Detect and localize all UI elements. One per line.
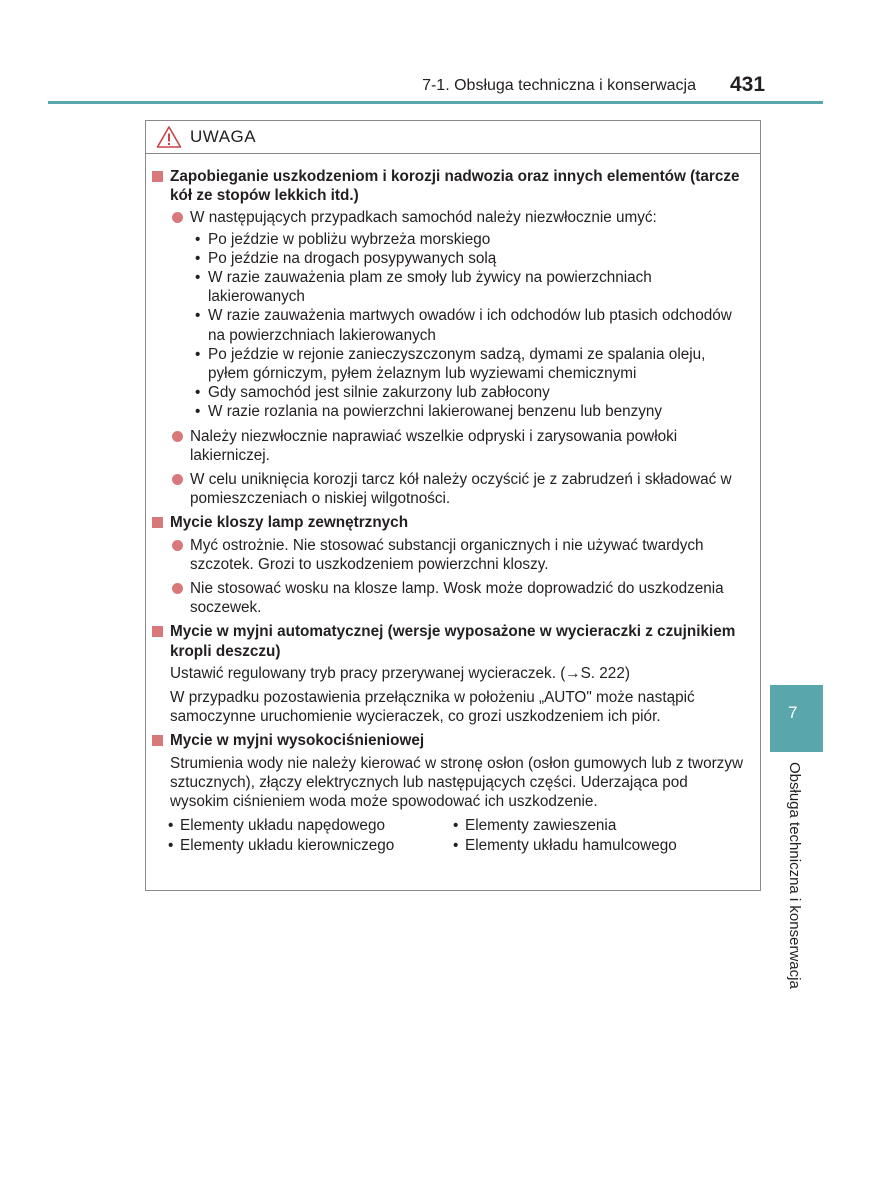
circle-marker-icon <box>172 431 183 442</box>
point-text: Należy niezwłocznie naprawiać wszelkie odpryski i zarysowania powłoki lakierniczej. <box>190 427 678 464</box>
section-heading <box>152 167 750 205</box>
circle-marker-icon <box>172 212 183 223</box>
list-column <box>451 816 736 854</box>
point-text: W następujących przypadkach samochód należy niezwłocznie umyć: <box>190 209 657 227</box>
bullet-item <box>152 402 750 421</box>
section-heading-text: Mycie kloszy lamp zewnętrznych <box>170 514 409 532</box>
circle-marker-icon <box>172 474 183 485</box>
bullet-text: Po jeździe na drogach posypywanych solą <box>208 249 497 267</box>
bullet-text: Elementy zawieszenia <box>465 817 617 835</box>
bullet-icon: • <box>195 307 201 325</box>
header-title: 7-1. Obsługa techniczna i konserwacja <box>422 77 696 94</box>
square-marker-icon <box>152 626 163 637</box>
bullet-icon: • <box>453 836 459 854</box>
bullet-text: Elementy układu hamulcowego <box>465 836 677 854</box>
bullet-text: W razie zauważenia plam ze smoły lub żywicy na powierzchniach lakierowanych <box>208 269 652 306</box>
bullet-icon: • <box>195 249 201 267</box>
bullet-icon: • <box>195 230 201 248</box>
section-heading-text: Mycie w myjni wysokociśnieniowej <box>170 732 425 750</box>
circle-point <box>152 427 750 465</box>
bullet-icon: • <box>168 836 174 854</box>
bullet-item <box>451 836 736 855</box>
square-marker-icon <box>152 735 163 746</box>
point-text: Myć ostrożnie. Nie stosować substancji organicznych i nie używać twardych szczotek. Grozi to uszkodzeniem powierzchni kloszy. <box>190 536 704 573</box>
chapter-tab[interactable] <box>770 685 823 752</box>
section-heading-text: Mycie w myjni automatycznej (wersje wyposażone w wycieraczki z czujnikiem kropli deszczu) <box>170 623 736 660</box>
page-number: 431 <box>730 73 766 96</box>
bullet-item <box>166 816 451 835</box>
circle-point <box>152 208 750 227</box>
bullet-list <box>152 230 750 422</box>
circle-marker-icon <box>172 540 183 551</box>
bullet-icon: • <box>195 384 201 402</box>
bullet-item <box>152 306 750 344</box>
paragraph: Strumienia wody nie należy kierować w stronę osłon (osłon gumowych lub z tworzyw sztucznych), złączy elektrycznych lub następujących części. Uderzająca pod wysokim ciśnieniem woda może spowodować ich uszkodzenie. <box>170 754 744 811</box>
bullet-icon: • <box>195 345 201 363</box>
section-heading <box>152 513 750 532</box>
bullet-icon: • <box>195 269 201 287</box>
circle-point <box>152 579 750 617</box>
bullet-text: W razie zauważenia martwych owadów i ich odchodów lub ptasich odchodów na powierzchniach lakierowanych <box>208 307 732 344</box>
bullet-icon: • <box>453 817 459 835</box>
bullet-icon: • <box>195 403 201 421</box>
bullet-text: Po jeździe w rejonie zanieczyszczonym sadzą, dymami ze spalania oleju, pyłem górniczym, pyłem żelaznym lub wyziewami chemicznymi <box>208 345 706 383</box>
bullet-text: Elementy układu napędowego <box>180 817 385 835</box>
warning-content <box>152 167 750 855</box>
bullet-item <box>152 345 750 383</box>
point-text: Nie stosować wosku na klosze lamp. Wosk może doprowadzić do uszkodzenia soczewek. <box>190 580 724 617</box>
list-column <box>166 816 451 854</box>
warning-box <box>145 120 761 891</box>
section-heading-text: Zapobieganie uszkodzeniom i korozji nadwozia oraz innych elementów (tarcze kół ze stopów lekkich itd.) <box>170 168 740 205</box>
bullet-icon: • <box>168 817 174 835</box>
two-column-list <box>152 816 750 854</box>
bullet-item <box>152 383 750 402</box>
bullet-text: Elementy układu kierowniczego <box>180 836 395 854</box>
chapter-side-label: Obsługa techniczna i konserwacja <box>786 762 803 989</box>
square-marker-icon <box>152 517 163 528</box>
paragraph: Ustawić regulowany tryb pracy przerywanej wycieraczek. (→S. 222) <box>170 664 630 682</box>
warning-triangle-icon <box>156 125 182 149</box>
paragraph: W przypadku pozostawienia przełącznika w położeniu „AUTO" może nastąpić samoczynne uruchomienie wycieraczek, co grozi uszkodzeniem ich piór. <box>170 689 695 726</box>
section-heading <box>152 622 750 660</box>
bullet-text: Gdy samochód jest silnie zakurzony lub zabłocony <box>208 384 550 402</box>
circle-point <box>152 536 750 574</box>
circle-marker-icon <box>172 583 183 594</box>
bullet-item <box>152 249 750 268</box>
square-marker-icon <box>152 171 163 182</box>
header-rule <box>48 101 823 104</box>
warning-title: UWAGA <box>190 127 257 146</box>
bullet-item <box>451 816 736 835</box>
point-text: W celu uniknięcia korozji tarcz kół należy oczyścić je z zabrudzeń i składować w pomieszczeniach o niskiej wilgotności. <box>190 471 732 508</box>
bullet-item <box>152 268 750 306</box>
warning-header <box>146 121 760 154</box>
bullet-text: Po jeździe w pobliżu wybrzeża morskiego <box>208 230 491 248</box>
chapter-number: 7 <box>788 703 798 722</box>
bullet-item <box>166 836 451 855</box>
bullet-item <box>152 230 750 249</box>
bullet-text: W razie rozlania na powierzchni lakierowanej benzenu lub benzyny <box>208 403 663 421</box>
section-heading <box>152 731 750 750</box>
circle-point <box>152 470 750 508</box>
